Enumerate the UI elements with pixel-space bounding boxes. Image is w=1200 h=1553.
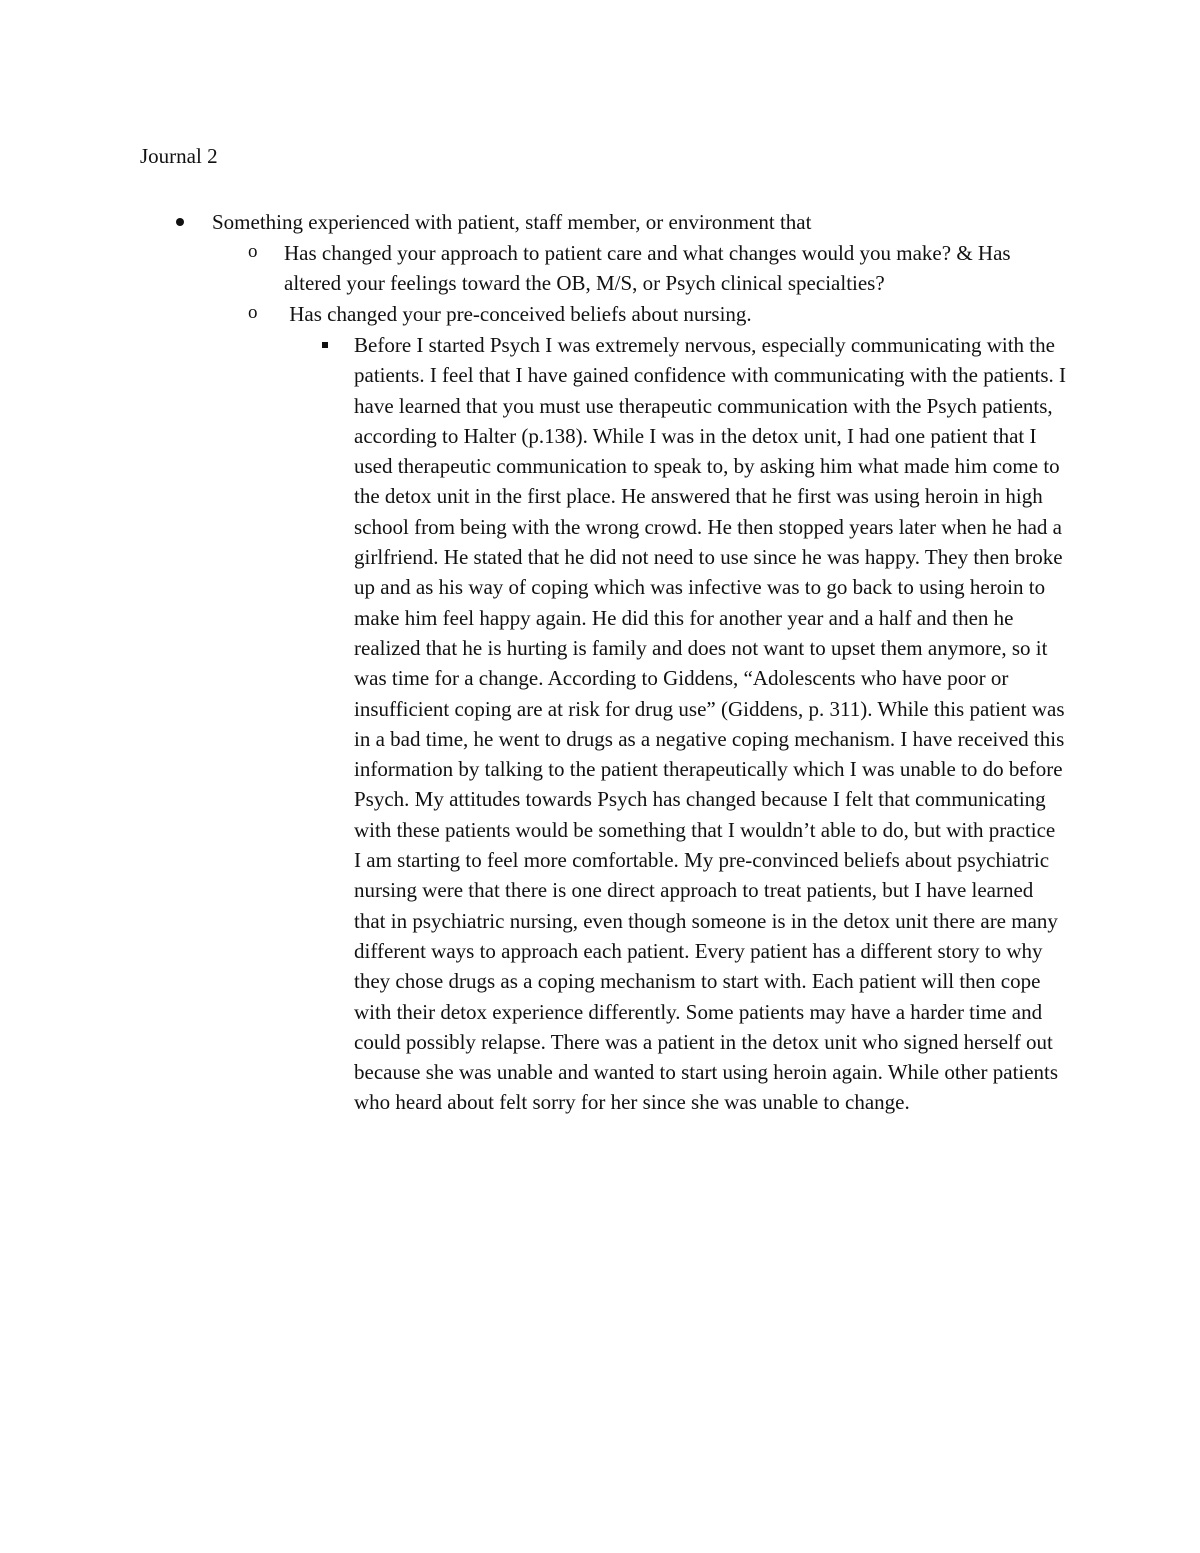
- hollow-circle-bullet-marker: o: [248, 302, 258, 323]
- bullet-item-level2-text: Has changed your pre-conceived beliefs about nursing.: [284, 302, 752, 326]
- journal-body-paragraph: Before I started Psych I was extremely nervous, especially communicating with the patients. I feel that I have gained confidence with communicating with the patients. I have learned that you must use therapeutic communication with the Psych patients, according to Halter (p.138). While I was in the detox unit, I had one patient that I used therapeutic communication to speak to, by asking him what made him come to the detox unit in the first place. He answered that he first was using heroin in high school from being with the wrong crowd. He then stopped years later when he had a girlfriend. He stated that he did not need to use since he was happy. They then broke up and as his way of coping which was infective was to go back to using heroin to make him feel happy again. He did this for another year and a half and then he realized that he is hurting is family and does not want to upset them anymore, so it was time for a change. According to Giddens, “Adolescents who have poor or insufficient coping are at risk for drug use” (Giddens, p. 311). While this patient was in a bad time, he went to drugs as a negative coping mechanism. I have received this information by talking to the patient therapeutically which I was unable to do before Psych. My attitudes towards Psych has changed because I felt that communicating with these patients would be something that I wouldn’t able to do, but with practice I am starting to feel more comfortable. My pre-convinced beliefs about psychiatric nursing were that there is one direct approach to treat patients, but I have learned that in psychiatric nursing, even though someone is in the detox unit there are many different ways to approach each patient. Every patient has a different story to why they chose drugs as a coping mechanism to start with. Each patient will then cope with their detox experience differently. Some patients may have a harder time and could possibly relapse. There was a patient in the detox unit who signed herself out because she was unable and wanted to start using heroin again. While other patients who heard about felt sorry for her since she was unable to change.: [354, 333, 1067, 1115]
- bullet-item-level3: [354, 330, 1066, 1118]
- bullet-item-level2: [248, 299, 1064, 329]
- filled-circle-bullet-icon: [176, 218, 184, 226]
- bullet-item-level1-text: Something experienced with patient, staff member, or environment that: [212, 210, 812, 234]
- document-title: Journal 2: [140, 144, 218, 168]
- bullet-item-level2: [248, 238, 1064, 299]
- bullet-item-level1: [212, 207, 1112, 237]
- bullet-item-level2-text: Has changed your approach to patient care and what changes would you make? & Has altered your feelings toward the OB, M/S, or Psych clinical specialties?: [284, 241, 1011, 296]
- filled-square-bullet-icon: [322, 342, 328, 348]
- hollow-circle-bullet-marker: o: [248, 241, 258, 262]
